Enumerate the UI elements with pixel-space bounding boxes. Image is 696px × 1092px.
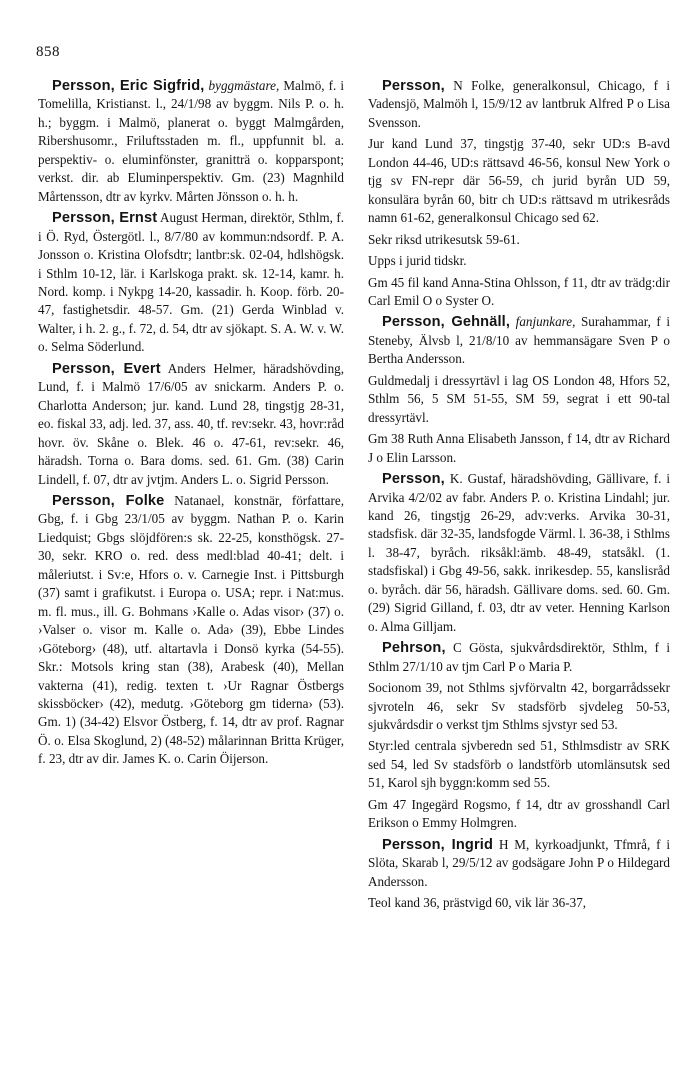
entry-name: Persson, Folke [52, 492, 165, 509]
entry-name: Persson, Gehnäll, [382, 314, 511, 331]
entry-name: Persson, Evert [52, 360, 161, 377]
entry-text: C Gösta, sjukvårdsdirektör, Sthlm, f i Sthlm 27/1/10 av tjm Carl P o Maria P. [368, 640, 670, 674]
entry-name: Pehrson, [382, 640, 446, 657]
entry-paragraph: Gm 47 Ingegärd Rogsmo, f 14, dtr av grosshandl Carl Erikson o Emmy Holmgren. [368, 796, 670, 831]
entry-name: Persson, Ingrid [382, 836, 494, 853]
entry-persson-k-gustaf [368, 470, 670, 636]
entry-text: Surahammar, f i Steneby, Älvsb l, 21/8/10 av hemmansägare Sven P o Bertha Andersson. [368, 314, 671, 367]
entry-paragraph: Gm 45 fil kand Anna-Stina Ohlsson, f 11, dtr av trädg:dir Carl Emil O o Syster O. [368, 274, 670, 308]
right-column [368, 77, 670, 915]
entry-paragraph: Styr:led centrala sjvberedn sed 51, Sthlmsdistr av SRK sed 54, led Sv stadsförb o landstförb utomlänsutsk sed 51, Karol sjh byggn:komm sed 55. [368, 738, 670, 791]
entry-text: Malmö, f. i Tomelilla, Kristianst. l., 24/1/98 av byggm. Nils P. o. h. h.; byggm. i Malmö, planerat o. byggt Malmgården, Ribershusomr., Friluftsstaden m. fl., uppfunnit bl. a. perspektiv- o. eluminfönster, granitträ o. kopparspont; verkst. dir. ab Eluminperspektiv. Gm. (23) Magnhild Mårtensson, dtr av kyrkv. Mårten Jönsson o. h. h. [38, 78, 344, 204]
entry-occupation: fanjunkare, [515, 314, 576, 330]
entry-name: Persson, Eric Sigfrid, [52, 78, 205, 94]
entry-paragraph: Upps i jurid tidskr. [368, 253, 467, 269]
entry-text: H M, kyrkoadjunkt, Tfmrå, f i Slöta, Skarab l, 29/5/12 av godsägare John P o Hildegard Andersson. [368, 836, 670, 889]
page-number: 858 [36, 44, 60, 60]
entry-text: Natanael, konstnär, författare, Gbg, f. i Gbg 23/1/05 av byggm. Nathan P. o. Karin Liedquist; Gbgs slöjdfören:s sk. 22-25, konsthögsk. 27-30, sekr. KRO o. red. dess medl:blad 40-41; delt. i måleriutst. i Sv:e, Hfors o. v. Carnegie Inst. i Pittsburgh (37) samt i grafikutst. i Europa o. USA; repr. i Nat:mus. m. fl. mus., ill. G. Bohmans ›Kalle o. Adas visor› (37) o. ›Valser o. visor m. Kalle o. Ada› (39), Ebbe Lindes ›Göteborg› (48), utf. altartavla i Donsö kyrka (54-55). Skr.: Motsols kring stan (38), Arabesk (40), Mellan vakterna (41), redig. texten t. ›Ur Ragnar Östbergs skissböcker› (42), medutg. ›Göteborg gm tiderna› (53). Gm. 1) (34-42) Elsvor Östberg, f. 14, dtr av prof. Ragnar Ö. o. Elsa Skoglund, 2) (48-52) målarinnan Britta Krüger, f. 23, dtr av dir. James K. o. Carin Öijerson. [38, 492, 344, 767]
entry-text: Anders Helmer, häradshövding, Lund, f. i Malmö 17/6/05 av snickarm. Anders P. o. Charlotta Anderson; jur. kand. Lund 28, tingstjg 28-31, eo. fiskal 33, adj. led. 37, ass. 40, tf. rev:sekr. 43, hovr:råd hovr. öv. Skåne o. Blek. 46 o. 47-61, rev:sekr. 46, häradsh. Torna o. Bara doms. sed. 61. Gm. (38) Carin Lindell, f. 07, dtr av jvtjm. Anders L. o. Sigrid Persson. [38, 360, 345, 487]
entry-paragraph: Guldmedalj i dressyrtävl i lag OS London 48, Hfors 52, Sthlm 56, 5 SM 51-55, SM 59, segrat i ett 90-tal dressyrtävl. [368, 372, 670, 425]
entry-paragraph: Teol kand 36, prästvigd 60, vik lär 36-37, [368, 895, 587, 911]
entry-text: K. Gustaf, häradshövding, Gällivare, f. i Arvika 4/2/02 av fabr. Anders P. o. Kristina Lindahl; jur. kand 26, tingstjg 26-29, adv:verks. Arvika 30-31, stadsfisk. där 32-35, landsfogde Värml. l. 36-38, i Sthlms l. 38-47, byråch. riksåkl:ämb. 48-49, statsåkl. (1. stadsfiskal) i Gbg 49-56, sakk. inrikesdep. 55, kanslisråd o. byråch. där 56, häradsh. Gällivare doms. sed. 60. Gm. (29) Sigrid Gilland, f. 03, dtr av veter. Henning Karlson o. Alma Gilljam. [368, 471, 670, 634]
entry-name: Persson, [382, 78, 445, 94]
entry-persson-n-folke [368, 77, 670, 132]
entry-paragraph: Sekr riksd utrikesutsk 59-61. [368, 231, 520, 247]
entry-name: Persson, [382, 471, 445, 488]
entry-text: August Herman, direktör, Sthlm, f. i Ö. Ryd, Östergötl. l., 8/7/80 av kommun:ndsordf. P. A. Jonsson o. Kristina Olofsdtr; lantbr:sk. 02-04, hdlshögsk. i Sthlm 10-12, lär. i Karlskoga prakt. sk. 12-14, kamr. h. Nord. komp. i Nykpg 14-20, kassadir. h. Koop. förb. 20-47, fastighetsdir. 48-57. Gm. (21) Gerda Winblad v. Walter, i h. 2. g., f. 72, d. 54, dtr av sjökapt. S. A. W. v. W. o. Selma Söderlund. [38, 210, 345, 355]
entry-persson-folke [38, 492, 344, 769]
entry-pehrson-c-gosta [368, 639, 670, 676]
entry-paragraph: Jur kand Lund 37, tingstjg 37-40, sekr UD:s B-avd London 44-46, UD:s rättsavd 46-56, konsul New York o tjg sv FN-repr där 56-59, ch jurid byrån UD 59, konsulära byrån 60, bitr ch UD:s rättsavd m utrikesråds namn 61-62, generalkonsul Chicago sed 62. [368, 136, 670, 226]
left-column [38, 77, 344, 772]
entry-paragraph: Socionom 39, not Sthlms sjvförvaltn 42, borgarrådssekr sjvroteln 46, sekr Sv stadsförb sjvdeleg 50-53, sjukvårdsdir o verkst tjm Sthlms sjvstyr sed 53. [368, 680, 670, 732]
entry-paragraph: Gm 38 Ruth Anna Elisabeth Jansson, f 14, dtr av Richard J o Elin Larsson. [368, 431, 670, 465]
entry-name: Persson, Ernst [52, 210, 158, 227]
entry-persson-ingrid [368, 836, 670, 891]
entry-persson-ernst [38, 209, 344, 357]
entry-text: N Folke, generalkonsul, Chicago, f i Vadensjö, Malmöh l, 15/9/12 av lantbruk Alfred P o Lisa Svensson. [368, 78, 670, 130]
entry-persson-gehnall [368, 313, 670, 368]
entry-persson-eric-sigfrid [38, 77, 344, 206]
entry-persson-evert [38, 360, 344, 489]
entry-occupation: byggmästare, [208, 78, 280, 93]
